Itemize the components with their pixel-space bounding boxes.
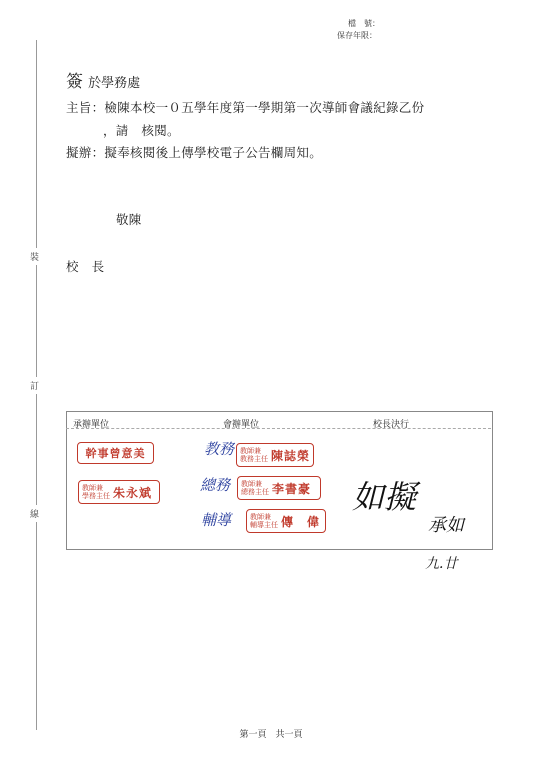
subject-text: 檢陳本校一０五學年度第一學期第一次導師會議紀錄乙份 (104, 100, 425, 115)
stamp-counseling-director: 教師兼 輔導主任 傳 偉 (246, 509, 326, 533)
table-header-divider (66, 428, 491, 429)
principal-signature: 承如 (428, 515, 464, 536)
binding-char-xian: 線 (30, 505, 39, 522)
handwritten-date: 九.廿 (425, 556, 458, 572)
retention-label: 保存年限： (337, 31, 377, 40)
subject-line-2: ，請 核閱。 (103, 123, 180, 138)
col-handling-unit: 承辦單位 (73, 420, 110, 430)
page-footer: 第一頁 共一頁 (239, 730, 303, 740)
subject-line-1 (66, 98, 424, 116)
col-co-sign-unit: 會辦單位 (223, 420, 260, 430)
stamp-clerk: 幹事曾意美 (77, 442, 154, 464)
memo-header (66, 67, 140, 92)
recipient: 校 長 (66, 259, 105, 274)
closing: 敬陳 (116, 212, 142, 227)
stamp-academic-director: 教師兼 教務主任 陳誌榮 (236, 443, 314, 467)
stamp-general-affairs-director: 教師兼 總務主任 李書豪 (237, 476, 321, 500)
proposal-text: 擬奉核閱後上傳學校電子公告欄周知。 (104, 145, 323, 160)
handwriting-counseling: 輔導 (201, 511, 232, 529)
binding-char-ding: 訂 (30, 377, 39, 394)
principal-decision-handwriting: 如擬 (352, 478, 417, 516)
handwriting-academic: 教務 (204, 440, 235, 458)
memo-to: 於學務處 (88, 76, 141, 91)
memo-type: 簽 (66, 72, 83, 92)
proposal-line (66, 143, 322, 161)
binding-char-zhuang: 裝 (30, 248, 39, 265)
stamp-student-affairs-director: 教師兼 學務主任 朱永斌 (78, 480, 160, 504)
col-principal-decision: 校長決行 (373, 420, 410, 430)
handwriting-general-affairs: 總務 (200, 476, 231, 494)
proposal-label: 擬辦： (66, 145, 105, 160)
file-number-label: 檔 號： (348, 19, 380, 28)
subject-label: 主旨： (66, 100, 105, 115)
